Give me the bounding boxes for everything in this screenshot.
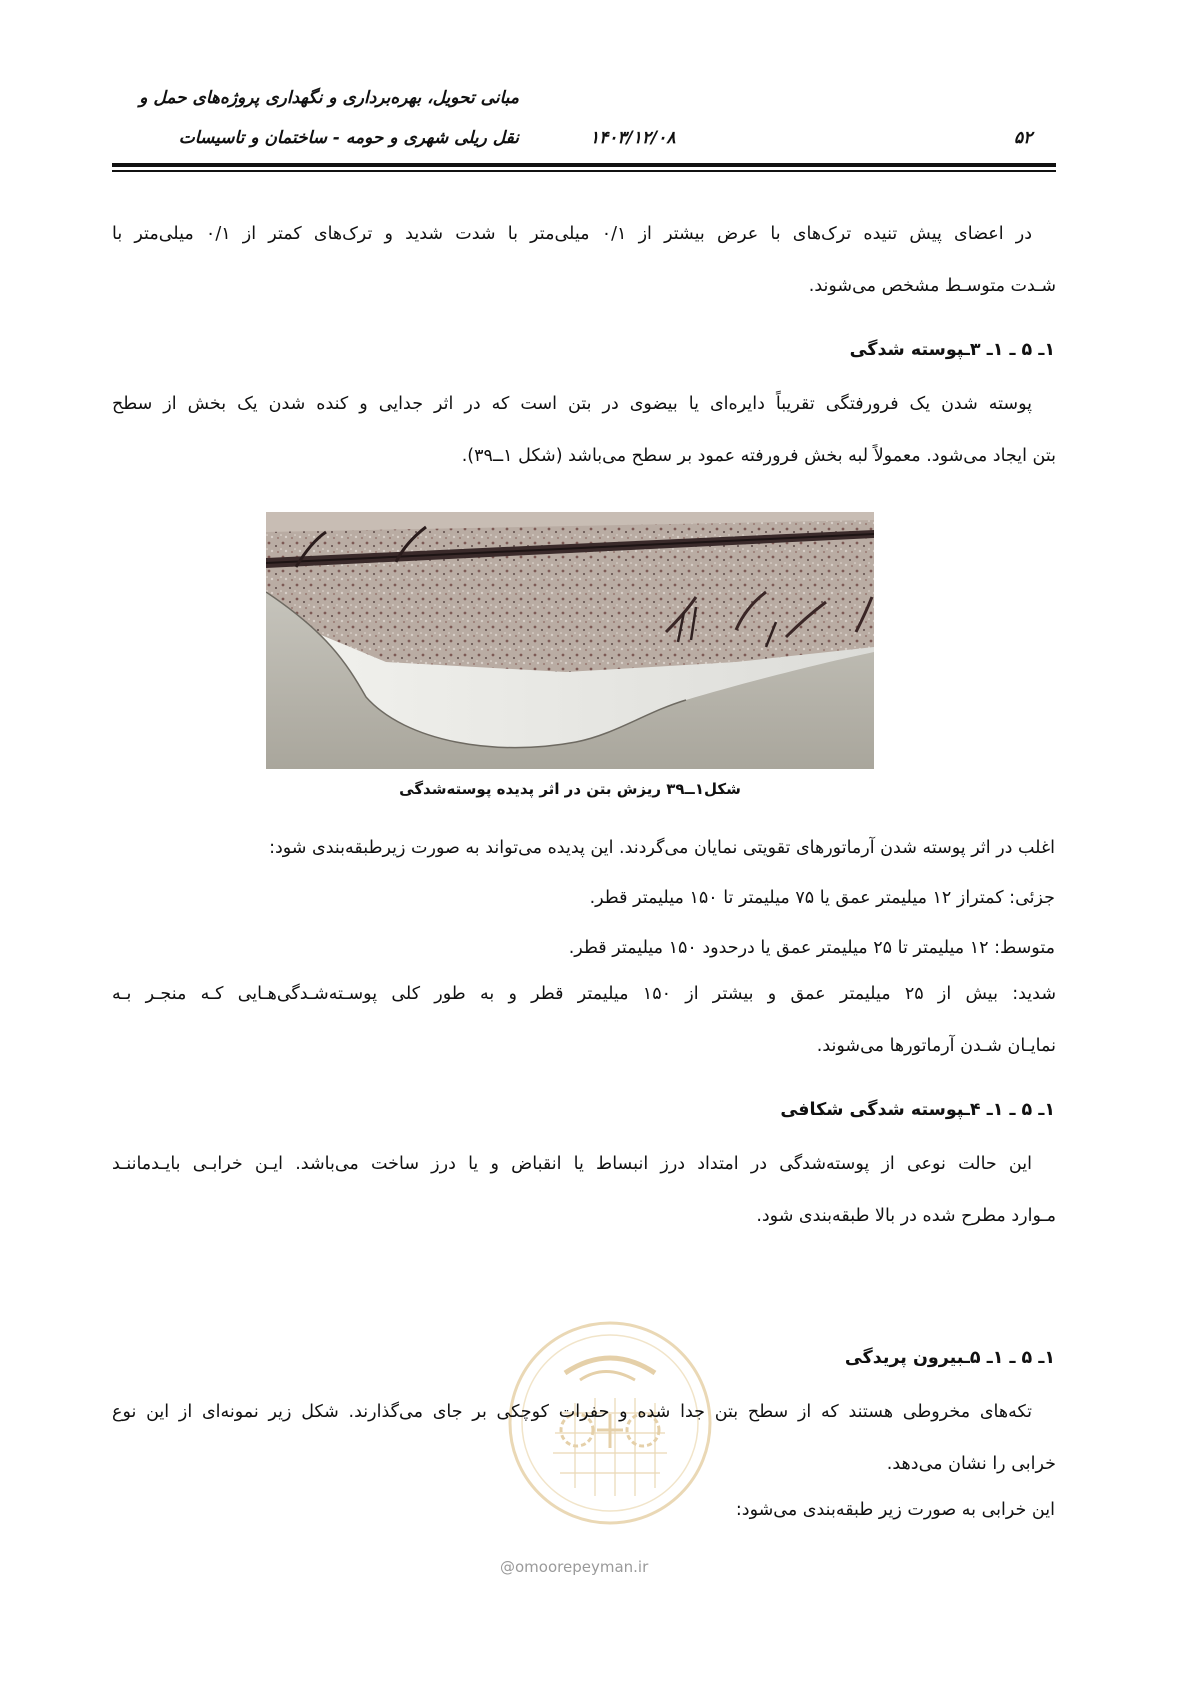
joint-spalling-line-1: این حالت نوعی از پوسته‌شدگی در امتداد درز انبساط یا انقباض و یا درز ساخت می‌باشد. ایـن خرابـی بایـدماننـد: [112, 1154, 1032, 1174]
figure-caption: شکل۱ــ۳۹ ریزش بتن در اثر پدیده پوسته‌شدگی: [399, 780, 741, 798]
page-number: ۵۲: [1014, 128, 1033, 148]
intro-paragraph: [112, 208, 1056, 312]
popout-classification-line: این خرابی به صورت زیر طبقه‌بندی می‌شود:: [735, 1500, 1055, 1520]
header-title-line2: نقل ریلی شهری و حومه - ساختمان و تاسیسات: [178, 128, 519, 148]
classification-minor: جزئی: کمتراز ۱۲ میلیمتر عمق یا ۷۵ میلیمتر تا ۱۵۰ میلیمتر قطر.: [589, 888, 1055, 908]
popout-paragraph: [112, 1386, 1056, 1490]
popout-line-2: خرابی را نشان می‌دهد.: [886, 1454, 1056, 1474]
spalling-paragraph: [112, 378, 1056, 482]
spalling-line-1: پوسته شدن یک فرورفتگی تقریباً دایره‌ای یا بیضوی در بتن است که در اثر جدایی و کنده شدن یک بخش از سطح: [112, 394, 1032, 414]
joint-spalling-line-2: مـوارد مطرح شده در بالا طبقه‌بندی شود.: [756, 1206, 1056, 1226]
classification-severe: [112, 968, 1056, 1072]
header-rule-thin: [112, 170, 1056, 172]
header-title-line1: مبانی تحویل، بهره‌برداری و نگهداری پروژه‌های حمل و: [139, 88, 519, 108]
spalling-line-2: بتن ایجاد می‌شود. معمولاً لبه بخش فرورفته عمود بر سطح می‌باشد (شکل ۱ــ۳۹).: [461, 446, 1056, 466]
header-date: ۱۴۰۳/۱۲/۰۸: [590, 128, 676, 148]
classification-moderate: متوسط: ۱۲ میلیمتر تا ۲۵ میلیمتر عمق یا درحدود ۱۵۰ میلیمتر قطر.: [568, 938, 1055, 958]
header-rule-thick: [112, 163, 1056, 167]
classification-severe-line-2: نمایـان شـدن آرماتورها می‌شوند.: [816, 1036, 1056, 1056]
intro-line-1: در اعضای پیش تنیده ترک‌های با عرض بیشتر از ۰/۱ میلی‌متر با شدت شدید و ترک‌های کمتر از ۰/۱ میلی‌متر با: [112, 224, 1032, 244]
section-heading-joint-spalling: ۱ـ ۵ ـ ۱ـ ۴ـپوسته شدگی شکافی: [780, 1100, 1055, 1120]
classification-severe-line-1: شدید: بیش از ۲۵ میلیمتر عمق و بیشتر از ۱۵۰ میلیمتر قطر و به طور کلی پوسـته‌شـدگی‌هـایی کـه منجـر بـه: [112, 984, 1056, 1004]
spalling-photo: [266, 512, 874, 769]
classification-intro: اغلب در اثر پوسته شدن آرماتورهای تقویتی نمایان می‌گردند. این پدیده می‌تواند به صورت زیرطبقه‌بندی شود:: [269, 838, 1055, 858]
intro-line-2: شـدت متوسـط مشخص می‌شوند.: [808, 276, 1056, 296]
popout-line-1: تکه‌های مخروطی هستند که از سطح بتن جدا شده و حفرات کوچکی بر جای می‌گذارند. شکل زیر نمونه‌ای از این نوع: [112, 1402, 1032, 1422]
section-heading-spalling: ۱ـ ۵ ـ ۱ـ ۳ـپوسته شدگی: [849, 340, 1055, 360]
joint-spalling-paragraph: [112, 1138, 1056, 1242]
watermark-url: @omoorepeyman.ir: [500, 1558, 649, 1576]
section-heading-popout: ۱ـ ۵ ـ ۱ـ ۵ـبیرون پریدگی: [844, 1348, 1055, 1368]
